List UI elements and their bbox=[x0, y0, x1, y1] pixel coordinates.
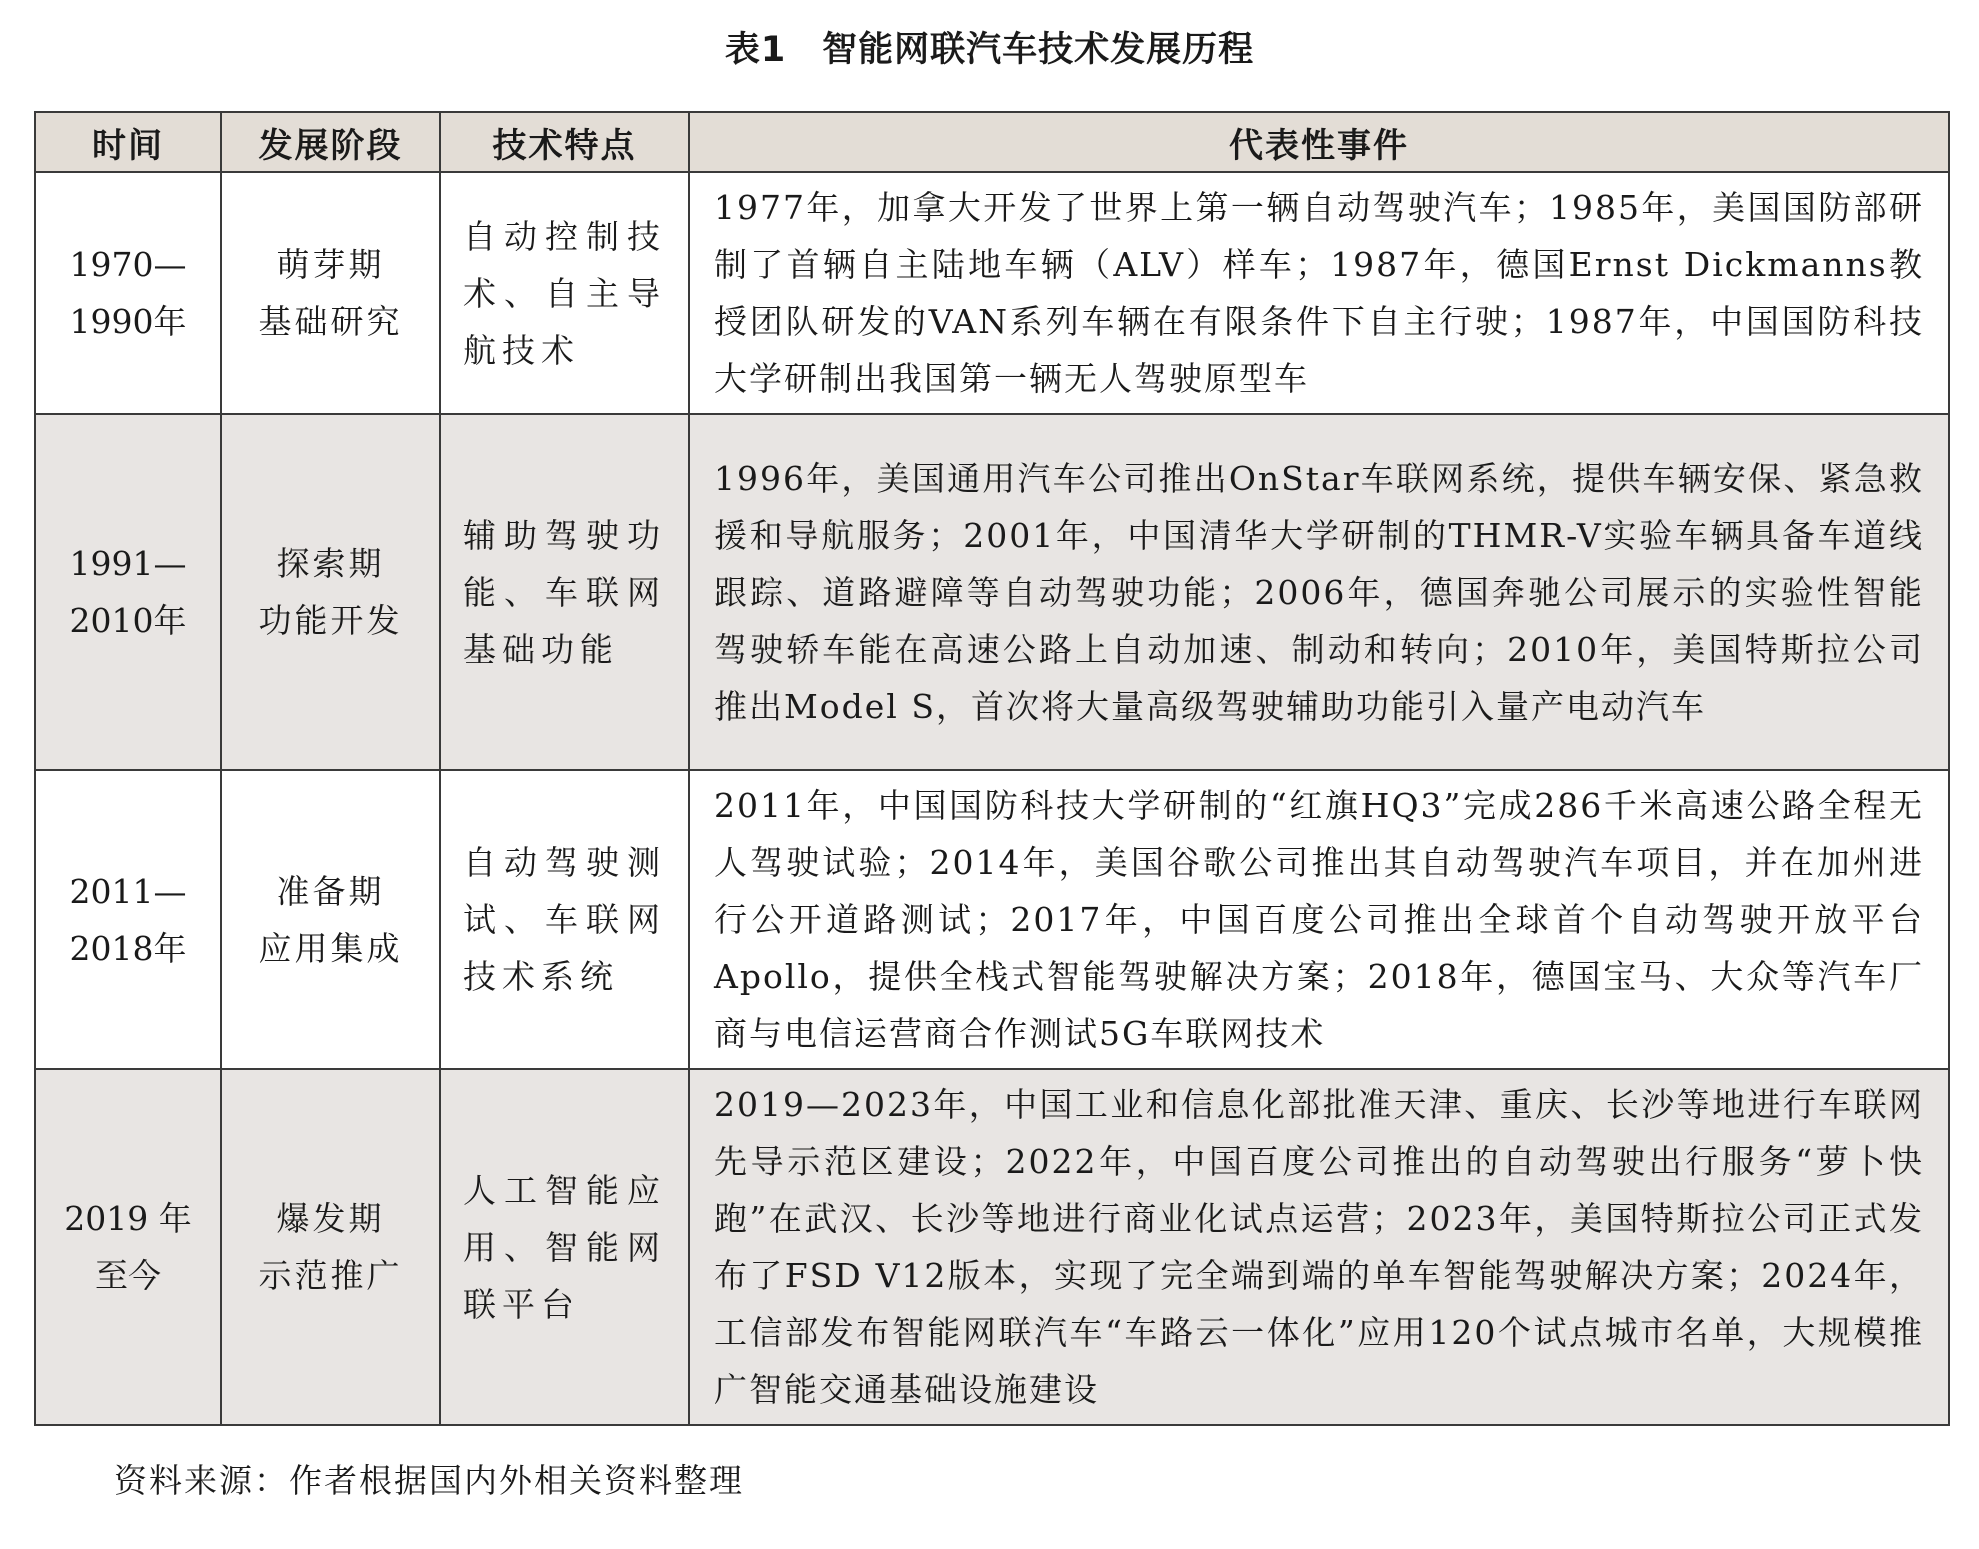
source-note: 资料来源：作者根据国内外相关资料整理 bbox=[114, 1461, 744, 1500]
header-events: 代表性事件 bbox=[689, 112, 1949, 172]
stage-name: 萌芽期 bbox=[276, 245, 385, 284]
table-row bbox=[35, 172, 1949, 414]
table-row bbox=[35, 1069, 1949, 1425]
events-cell: 2019—2023年，中国工业和信息化部批准天津、重庆、长沙等地进行车联网先导示范区建设；2022年，中国百度公司推出的自动驾驶出行服务“萝卜快跑”在武汉、长沙等地进行商业化试点运营；2023年，美国特斯拉公司正式发布了FSD V12版本，实现了完全端到端的单车智能驾驶解决方案；2024年，工信部发布智能网联汽车“车路云一体化”应用120个试点城市名单，大规模推广智能交通基础设施建设 bbox=[689, 1069, 1949, 1425]
period-cell bbox=[35, 414, 221, 770]
feature-cell: 人工智能应用、智能网联平台 bbox=[440, 1069, 689, 1425]
events-cell: 1977年，加拿大开发了世界上第一辆自动驾驶汽车；1985年，美国国防部研制了首辆自主陆地车辆（ALV）样车；1987年，德国Ernst Dickmanns教授团队研发的VAN系列车辆在有限条件下自主行驶；1987年，中国国防科技大学研制出我国第一辆无人驾驶原型车 bbox=[689, 172, 1949, 414]
table-header-row bbox=[35, 112, 1949, 172]
period-start: 1991— bbox=[69, 544, 187, 583]
period-end: 2010年 bbox=[69, 601, 187, 640]
header-time: 时间 bbox=[35, 112, 221, 172]
period-cell bbox=[35, 172, 221, 414]
stage-name: 探索期 bbox=[276, 544, 385, 583]
stage-focus: 基础研究 bbox=[258, 302, 403, 341]
period-start: 2019 年 bbox=[64, 1199, 192, 1238]
stage-cell bbox=[221, 172, 440, 414]
feature-cell: 自动驾驶测试、车联网技术系统 bbox=[440, 770, 689, 1069]
stage-cell bbox=[221, 1069, 440, 1425]
table-caption bbox=[0, 22, 1979, 72]
period-end: 至今 bbox=[95, 1256, 161, 1295]
events-cell: 2011年，中国国防科技大学研制的“红旗HQ3”完成286千米高速公路全程无人驾驶试验；2014年，美国谷歌公司推出其自动驾驶汽车项目，并在加州进行公开道路测试；2017年，中国百度公司推出全球首个自动驾驶开放平台Apollo，提供全栈式智能驾驶解决方案；2018年，德国宝马、大众等汽车厂商与电信运营商合作测试5G车联网技术 bbox=[689, 770, 1949, 1069]
feature-cell: 自动控制技术、自主导航技术 bbox=[440, 172, 689, 414]
period-cell bbox=[35, 770, 221, 1069]
feature-cell: 辅助驾驶功能、车联网基础功能 bbox=[440, 414, 689, 770]
events-cell: 1996年，美国通用汽车公司推出OnStar车联网系统，提供车辆安保、紧急救援和导航服务；2001年，中国清华大学研制的THMR-V实验车辆具备车道线跟踪、道路避障等自动驾驶功能；2006年，德国奔驰公司展示的实验性智能驾驶轿车能在高速公路上自动加速、制动和转向；2010年，美国特斯拉公司推出Model S，首次将大量高级驾驶辅助功能引入量产电动汽车 bbox=[689, 414, 1949, 770]
header-feature: 技术特点 bbox=[440, 112, 689, 172]
stage-focus: 应用集成 bbox=[258, 928, 403, 968]
table-title: 智能网联汽车技术发展历程 bbox=[822, 30, 1255, 70]
period-end: 1990年 bbox=[69, 302, 187, 341]
period-cell bbox=[35, 1069, 221, 1425]
period-start: 2011— bbox=[69, 871, 187, 911]
stage-name: 准备期 bbox=[276, 871, 385, 911]
table-number: 表1 bbox=[724, 30, 787, 70]
table-row bbox=[35, 770, 1949, 1069]
stage-focus: 示范推广 bbox=[258, 1256, 403, 1295]
period-start: 1970— bbox=[69, 245, 187, 284]
stage-cell bbox=[221, 770, 440, 1069]
table-row bbox=[35, 414, 1949, 770]
header-stage: 发展阶段 bbox=[221, 112, 440, 172]
stage-cell bbox=[221, 414, 440, 770]
tech-history-table bbox=[34, 111, 1950, 1426]
stage-focus: 功能开发 bbox=[258, 601, 403, 640]
stage-name: 爆发期 bbox=[276, 1199, 385, 1238]
period-end: 2018年 bbox=[69, 928, 187, 968]
